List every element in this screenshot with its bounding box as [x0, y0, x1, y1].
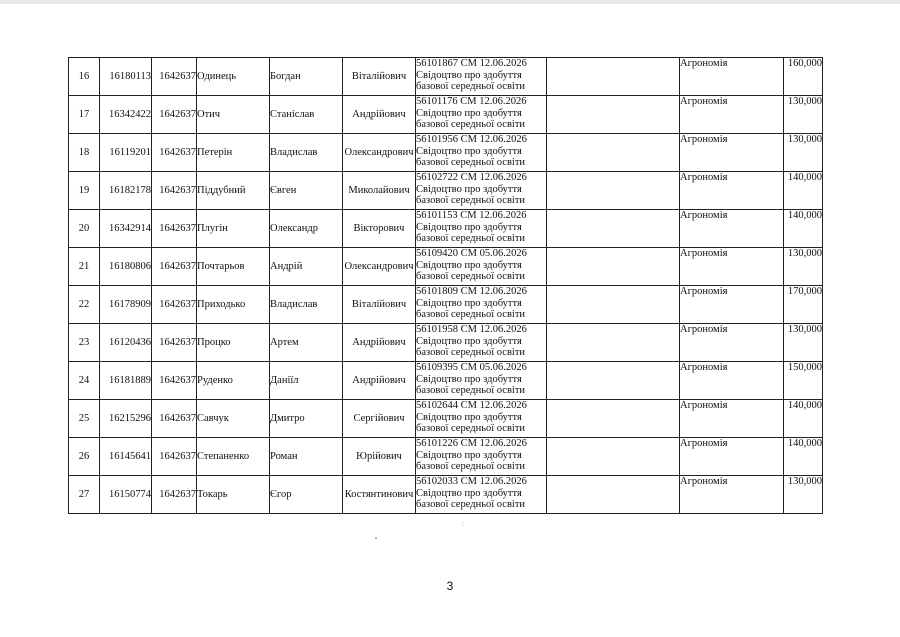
- offer-code-cell: 1642637: [152, 362, 197, 400]
- education-document-line: Свідоцтво про здобуття: [416, 259, 522, 271]
- table-row: [69, 286, 823, 324]
- applicant-id-cell: 16119201: [100, 134, 152, 172]
- row-number-cell: 23: [69, 324, 100, 362]
- education-document-cell: [416, 248, 547, 286]
- education-document-line: базової середньої освіти: [416, 499, 526, 510]
- applicant-id-cell: 16182178: [100, 172, 152, 210]
- first-name-cell: Дмитро: [270, 400, 343, 438]
- first-name-cell: Андрій: [270, 248, 343, 286]
- education-document-cell: [416, 210, 547, 248]
- first-name-cell: Єгор: [270, 476, 343, 514]
- education-document-line: 56101226 СМ 12.06.2026: [416, 438, 527, 449]
- specialty-cell: Агрономія: [680, 476, 784, 514]
- empty-cell: [547, 58, 680, 96]
- patronymic-cell: Віталійович: [343, 58, 416, 96]
- education-document-line: базової середньої освіти: [416, 81, 526, 92]
- surname-cell: Петерін: [197, 134, 270, 172]
- table-row: [69, 248, 823, 286]
- education-document-line: 56102722 СМ 12.06.2026: [416, 172, 527, 183]
- offer-code-cell: 1642637: [152, 210, 197, 248]
- education-document-line: базової середньої освіти: [416, 233, 526, 244]
- surname-cell: Почтарьов: [197, 248, 270, 286]
- education-document-line: базової середньої освіти: [416, 385, 526, 396]
- applicant-id-cell: 16215296: [100, 400, 152, 438]
- patronymic-cell: Андрійович: [343, 96, 416, 134]
- row-number-cell: 22: [69, 286, 100, 324]
- education-document-cell: [416, 476, 547, 514]
- education-document-line: 56101958 СМ 12.06.2026: [416, 324, 527, 335]
- row-number-cell: 17: [69, 96, 100, 134]
- empty-cell: [547, 324, 680, 362]
- education-document-line: базової середньої освіти: [416, 157, 526, 168]
- row-number-cell: 25: [69, 400, 100, 438]
- applicant-id-cell: 16150774: [100, 476, 152, 514]
- surname-cell: Приходько: [197, 286, 270, 324]
- score-cell: 140,000: [784, 172, 823, 210]
- education-document-line: базової середньої освіти: [416, 195, 526, 206]
- education-document-line: Свідоцтво про здобуття: [416, 335, 522, 347]
- education-document-line: базової середньої освіти: [416, 347, 526, 358]
- patronymic-cell: Андрійович: [343, 362, 416, 400]
- specialty-cell: Агрономія: [680, 96, 784, 134]
- applicants-table-body: [69, 58, 823, 514]
- score-cell: 130,000: [784, 248, 823, 286]
- education-document-line: Свідоцтво про здобуття: [416, 145, 522, 157]
- education-document-line: Свідоцтво про здобуття: [416, 411, 522, 423]
- first-name-cell: Владислав: [270, 134, 343, 172]
- education-document-cell: [416, 324, 547, 362]
- row-number-cell: 18: [69, 134, 100, 172]
- score-cell: 140,000: [784, 438, 823, 476]
- education-document-line: 56101176 СМ 12.06.2026: [416, 96, 527, 107]
- table-row: [69, 362, 823, 400]
- applicant-id-cell: 16181889: [100, 362, 152, 400]
- education-document-line: базової середньої освіти: [416, 271, 526, 282]
- score-cell: 140,000: [784, 210, 823, 248]
- education-document-line: базової середньої освіти: [416, 119, 526, 130]
- applicant-id-cell: 16342914: [100, 210, 152, 248]
- specialty-cell: Агрономія: [680, 210, 784, 248]
- education-document-line: Свідоцтво про здобуття: [416, 69, 522, 81]
- table-row: [69, 438, 823, 476]
- empty-cell: [547, 362, 680, 400]
- education-document-cell: [416, 96, 547, 134]
- applicant-id-cell: 16178909: [100, 286, 152, 324]
- first-name-cell: Роман: [270, 438, 343, 476]
- surname-cell: Піддубний: [197, 172, 270, 210]
- education-document-line: 56101956 СМ 12.06.2026: [416, 134, 527, 145]
- education-document-line: 56109420 СМ 05.06.2026: [416, 248, 527, 259]
- surname-cell: Токарь: [197, 476, 270, 514]
- row-number-cell: 21: [69, 248, 100, 286]
- score-cell: 150,000: [784, 362, 823, 400]
- specialty-cell: Агрономія: [680, 400, 784, 438]
- education-document-line: 56102033 СМ 12.06.2026: [416, 476, 527, 487]
- applicant-id-cell: 16180806: [100, 248, 152, 286]
- education-document-cell: [416, 134, 547, 172]
- empty-cell: [547, 476, 680, 514]
- table-row: [69, 58, 823, 96]
- score-cell: 130,000: [784, 134, 823, 172]
- offer-code-cell: 1642637: [152, 476, 197, 514]
- specialty-cell: Агрономія: [680, 286, 784, 324]
- offer-code-cell: 1642637: [152, 134, 197, 172]
- patronymic-cell: Олександрович: [343, 248, 416, 286]
- table-row: [69, 324, 823, 362]
- specialty-cell: Агрономія: [680, 438, 784, 476]
- empty-cell: [547, 438, 680, 476]
- education-document-line: 56101153 СМ 12.06.2026: [416, 210, 527, 221]
- education-document-line: Свідоцтво про здобуття: [416, 449, 522, 461]
- patronymic-cell: Віталійович: [343, 286, 416, 324]
- specialty-cell: Агрономія: [680, 58, 784, 96]
- education-document-cell: [416, 58, 547, 96]
- applicants-table: [68, 57, 823, 514]
- row-number-cell: 27: [69, 476, 100, 514]
- first-name-cell: Богдан: [270, 58, 343, 96]
- education-document-line: 56102644 СМ 12.06.2026: [416, 400, 527, 411]
- education-document-line: Свідоцтво про здобуття: [416, 487, 522, 499]
- education-document-line: базової середньої освіти: [416, 461, 526, 472]
- first-name-cell: Станіслав: [270, 96, 343, 134]
- empty-cell: [547, 400, 680, 438]
- row-number-cell: 16: [69, 58, 100, 96]
- empty-cell: [547, 286, 680, 324]
- specialty-cell: Агрономія: [680, 324, 784, 362]
- score-cell: 140,000: [784, 400, 823, 438]
- surname-cell: Степаненко: [197, 438, 270, 476]
- scan-top-edge: [0, 0, 900, 4]
- applicant-id-cell: 16145641: [100, 438, 152, 476]
- surname-cell: Савчук: [197, 400, 270, 438]
- education-document-cell: [416, 400, 547, 438]
- empty-cell: [547, 134, 680, 172]
- first-name-cell: Євген: [270, 172, 343, 210]
- education-document-cell: [416, 438, 547, 476]
- score-cell: 130,000: [784, 96, 823, 134]
- empty-cell: [547, 248, 680, 286]
- education-document-line: базової середньої освіти: [416, 423, 526, 434]
- table-row: [69, 476, 823, 514]
- table-row: [69, 400, 823, 438]
- table-row: [69, 210, 823, 248]
- table-row: [69, 172, 823, 210]
- applicant-id-cell: 16180113: [100, 58, 152, 96]
- first-name-cell: Олександр: [270, 210, 343, 248]
- scan-smudge-mark: ⁖: [459, 520, 465, 531]
- education-document-line: 56109395 СМ 05.06.2026: [416, 362, 527, 373]
- education-document-cell: [416, 172, 547, 210]
- score-cell: 130,000: [784, 476, 823, 514]
- row-number-cell: 20: [69, 210, 100, 248]
- education-document-cell: [416, 362, 547, 400]
- surname-cell: Руденко: [197, 362, 270, 400]
- patronymic-cell: Юрійович: [343, 438, 416, 476]
- patronymic-cell: Сергійович: [343, 400, 416, 438]
- education-document-line: Свідоцтво про здобуття: [416, 107, 522, 119]
- offer-code-cell: 1642637: [152, 58, 197, 96]
- education-document-cell: [416, 286, 547, 324]
- patronymic-cell: Вікторович: [343, 210, 416, 248]
- applicants-table-container: [68, 57, 823, 514]
- offer-code-cell: 1642637: [152, 438, 197, 476]
- offer-code-cell: 1642637: [152, 248, 197, 286]
- patronymic-cell: Миколайович: [343, 172, 416, 210]
- offer-code-cell: 1642637: [152, 400, 197, 438]
- education-document-line: Свідоцтво про здобуття: [416, 373, 522, 385]
- surname-cell: Одинець: [197, 58, 270, 96]
- row-number-cell: 26: [69, 438, 100, 476]
- offer-code-cell: 1642637: [152, 286, 197, 324]
- score-cell: 160,000: [784, 58, 823, 96]
- surname-cell: Процко: [197, 324, 270, 362]
- education-document-line: 56101809 СМ 12.06.2026: [416, 286, 527, 297]
- education-document-line: базової середньої освіти: [416, 309, 526, 320]
- row-number-cell: 19: [69, 172, 100, 210]
- specialty-cell: Агрономія: [680, 172, 784, 210]
- patronymic-cell: Андрійович: [343, 324, 416, 362]
- empty-cell: [547, 210, 680, 248]
- offer-code-cell: 1642637: [152, 324, 197, 362]
- specialty-cell: Агрономія: [680, 248, 784, 286]
- surname-cell: Плугін: [197, 210, 270, 248]
- applicant-id-cell: 16342422: [100, 96, 152, 134]
- scan-dust-dot: [375, 537, 377, 539]
- row-number-cell: 24: [69, 362, 100, 400]
- score-cell: 130,000: [784, 324, 823, 362]
- offer-code-cell: 1642637: [152, 172, 197, 210]
- table-row: [69, 134, 823, 172]
- score-cell: 170,000: [784, 286, 823, 324]
- specialty-cell: Агрономія: [680, 362, 784, 400]
- patronymic-cell: Костянтинович: [343, 476, 416, 514]
- table-row: [69, 96, 823, 134]
- education-document-line: Свідоцтво про здобуття: [416, 221, 522, 233]
- education-document-line: 56101867 СМ 12.06.2026: [416, 58, 527, 69]
- empty-cell: [547, 96, 680, 134]
- education-document-line: Свідоцтво про здобуття: [416, 183, 522, 195]
- first-name-cell: Владислав: [270, 286, 343, 324]
- specialty-cell: Агрономія: [680, 134, 784, 172]
- education-document-line: Свідоцтво про здобуття: [416, 297, 522, 309]
- page-number: 3: [446, 579, 454, 593]
- first-name-cell: Артем: [270, 324, 343, 362]
- empty-cell: [547, 172, 680, 210]
- offer-code-cell: 1642637: [152, 96, 197, 134]
- patronymic-cell: Олександрович: [343, 134, 416, 172]
- applicant-id-cell: 16120436: [100, 324, 152, 362]
- first-name-cell: Даніїл: [270, 362, 343, 400]
- surname-cell: Отич: [197, 96, 270, 134]
